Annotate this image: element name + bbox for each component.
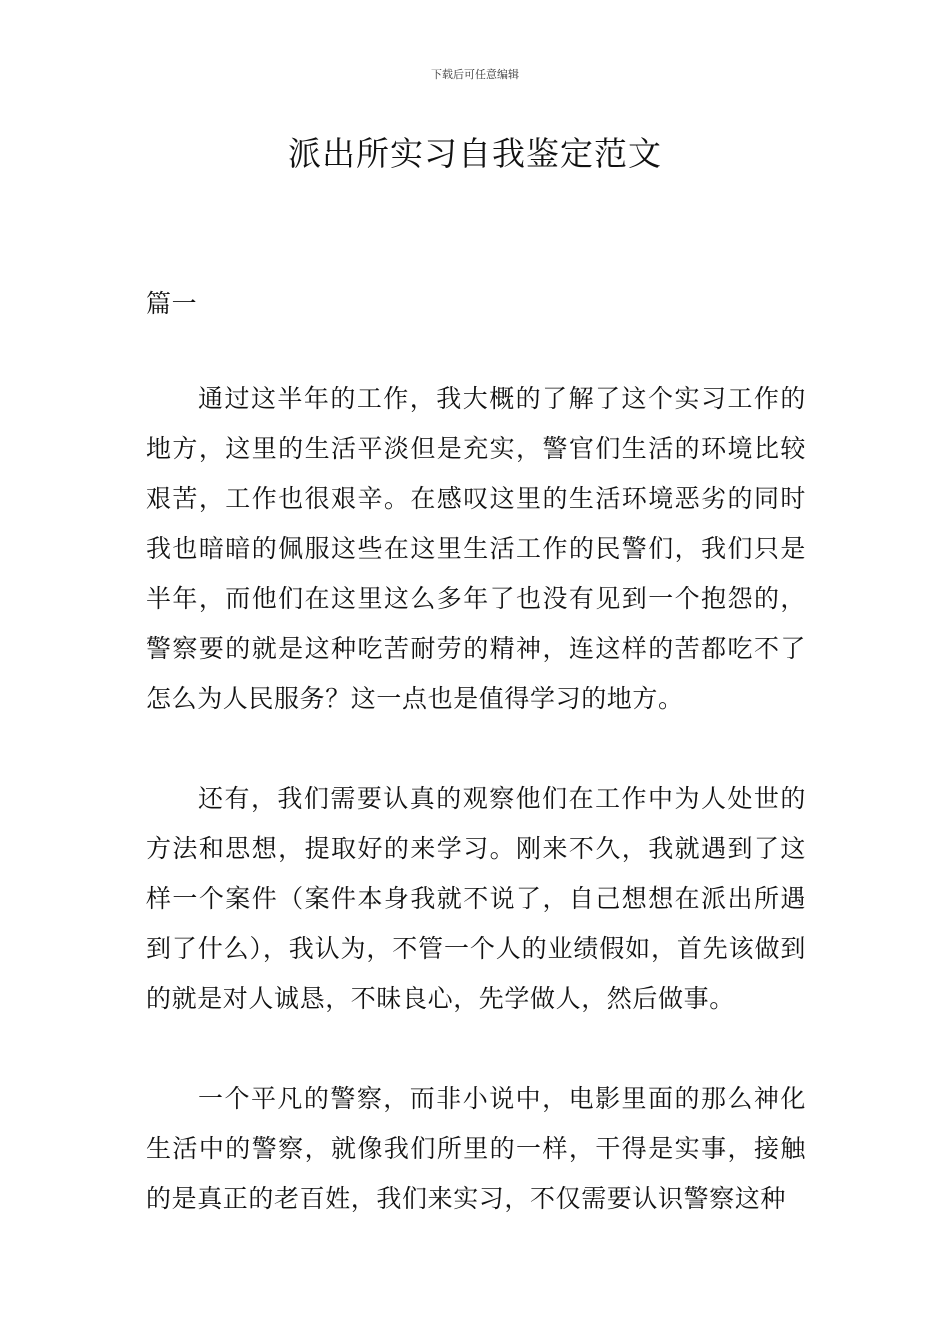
- section-label: 篇一: [146, 289, 198, 318]
- header-note: 下载后可任意编辑: [431, 68, 519, 81]
- paragraph-3: 一个平凡的警察，而非小说中，电影里面的那么神化生活中的警察，就像我们所里的一样，干得是实事，接触的是真正的老百姓，我们来实习，不仅需要认识警察这种: [146, 1084, 806, 1213]
- paragraph-1: 通过这半年的工作，我大概的了解了这个实习工作的地方，这里的生活平淡但是充实，警官们生活的环境比较艰苦，工作也很艰辛。在感叹这里的生活环境恶劣的同时我也暗暗的佩服这些在这里生活工作的民警们，我们只是半年，而他们在这里这么多年了也没有见到一个抱怨的，警察要的就是这种吃苦耐劳的精神，连这样的苦都吃不了怎么为人民服务？这一点也是值得学习的地方。: [146, 384, 806, 713]
- document-title: 派出所实习自我鉴定范文: [288, 134, 662, 173]
- paragraph-2: 还有，我们需要认真的观察他们在工作中为人处世的方法和思想，提取好的来学习。刚来不久，我就遇到了这样一个案件（案件本身我就不说了，自己想想在派出所遇到了什么），我认为，不管一个人的业绩假如，首先该做到的就是对人诚恳，不昧良心，先学做人，然后做事。: [146, 784, 806, 1013]
